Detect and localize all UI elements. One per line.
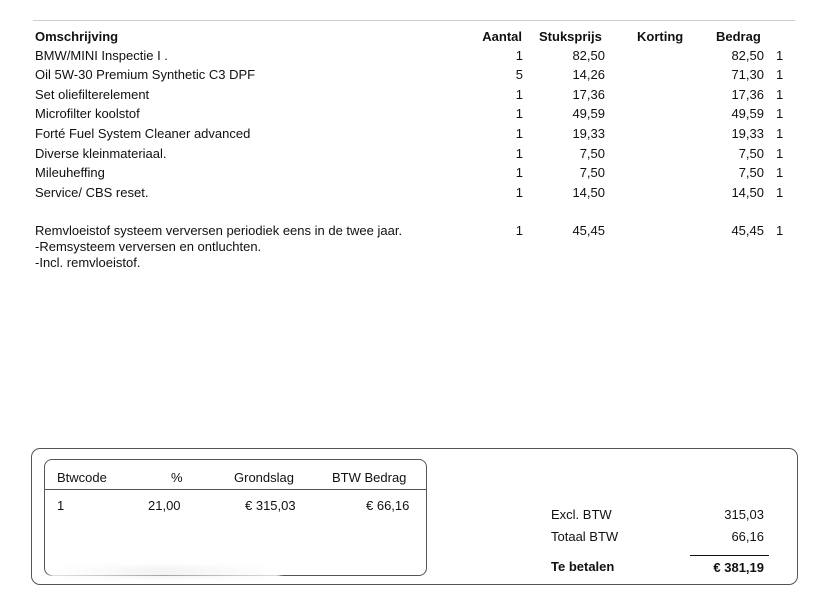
row-description: Mileuheffing (35, 165, 105, 180)
row-description: Oil 5W-30 Premium Synthetic C3 DPF (35, 67, 256, 82)
row-unit-price: 82,50 (572, 48, 605, 63)
row-quantity: 1 (515, 223, 523, 238)
header-description: Omschrijving (35, 29, 119, 44)
vat-header-code: Btwcode (57, 470, 107, 485)
total-due-value: € 381,19 (713, 560, 764, 575)
row-description: Microfilter koolstof (35, 106, 140, 121)
table-header (0, 28, 828, 46)
row-amount: 71,30 (731, 67, 764, 82)
row-amount: 7,50 (738, 165, 764, 180)
table-row (0, 222, 828, 240)
row-vat-code: 1 (776, 146, 784, 161)
row-amount: 17,36 (731, 87, 764, 102)
row-quantity: 1 (515, 165, 523, 180)
row-unit-price: 7,50 (579, 165, 605, 180)
vat-row-base: € 315,03 (245, 498, 296, 513)
table-row (0, 105, 828, 123)
top-rule (33, 20, 795, 21)
table-row (0, 164, 828, 182)
row-unit-price: 49,59 (572, 106, 605, 121)
header-discount: Korting (637, 29, 684, 44)
row-vat-code: 1 (776, 87, 784, 102)
row-vat-code: 1 (776, 223, 784, 238)
row-quantity: 1 (515, 185, 523, 200)
row-amount: 49,59 (731, 106, 764, 121)
redacted-area (50, 566, 280, 578)
excl-vat-label: Excl. BTW (551, 507, 612, 522)
row-description: Forté Fuel System Cleaner advanced (35, 126, 251, 141)
row-unit-price: 14,26 (572, 67, 605, 82)
row-vat-code: 1 (776, 48, 784, 63)
row-vat-code: 1 (776, 126, 784, 141)
row-quantity: 1 (515, 87, 523, 102)
row-unit-price: 14,50 (572, 185, 605, 200)
vat-header-divider (44, 489, 427, 490)
row-quantity: 1 (515, 126, 523, 141)
total-vat-label: Totaal BTW (551, 529, 619, 544)
vat-header-amount: BTW Bedrag (332, 470, 407, 485)
row-unit-price: 17,36 (572, 87, 605, 102)
row-quantity: 1 (515, 146, 523, 161)
total-vat-value: 66,16 (731, 529, 764, 544)
row-amount: 82,50 (731, 48, 764, 63)
vat-header-base: Grondslag (234, 470, 294, 485)
row-amount: 14,50 (731, 185, 764, 200)
table-row (0, 86, 828, 104)
vat-row-code: 1 (57, 498, 65, 513)
row-description: Remvloeistof systeem verversen periodiek eens in de twee jaar. (35, 223, 403, 238)
table-row (0, 184, 828, 202)
row-amount: 19,33 (731, 126, 764, 141)
row-vat-code: 1 (776, 67, 784, 82)
total-due-label: Te betalen (551, 559, 615, 574)
row-amount: 7,50 (738, 146, 764, 161)
row-note: -Incl. remvloeistof. (35, 255, 141, 270)
row-quantity: 5 (515, 67, 523, 82)
row-quantity: 1 (515, 106, 523, 121)
row-vat-code: 1 (776, 165, 784, 180)
row-description: Service/ CBS reset. (35, 185, 149, 200)
table-row (0, 145, 828, 163)
header-amount: Bedrag (716, 29, 761, 44)
row-unit-price: 19,33 (572, 126, 605, 141)
vat-header-percent: % (171, 470, 183, 485)
row-amount: 45,45 (731, 223, 764, 238)
table-row (0, 125, 828, 143)
table-row (0, 47, 828, 65)
row-vat-code: 1 (776, 185, 784, 200)
row-unit-price: 7,50 (579, 146, 605, 161)
table-row (0, 66, 828, 84)
header-unit-price: Stuksprijs (539, 29, 602, 44)
excl-vat-value: 315,03 (724, 507, 764, 522)
row-description: BMW/MINI Inspectie I . (35, 48, 168, 63)
row-quantity: 1 (515, 48, 523, 63)
vat-row-percent: 21,00 (148, 498, 181, 513)
row-vat-code: 1 (776, 106, 784, 121)
row-unit-price: 45,45 (572, 223, 605, 238)
row-description: Set oliefilterelement (35, 87, 150, 102)
row-note: -Remsysteem verversen en ontluchten. (35, 239, 262, 254)
total-rule (690, 555, 769, 556)
header-quantity: Aantal (482, 29, 522, 44)
row-description: Diverse kleinmateriaal. (35, 146, 167, 161)
vat-row-amount: € 66,16 (366, 498, 410, 513)
